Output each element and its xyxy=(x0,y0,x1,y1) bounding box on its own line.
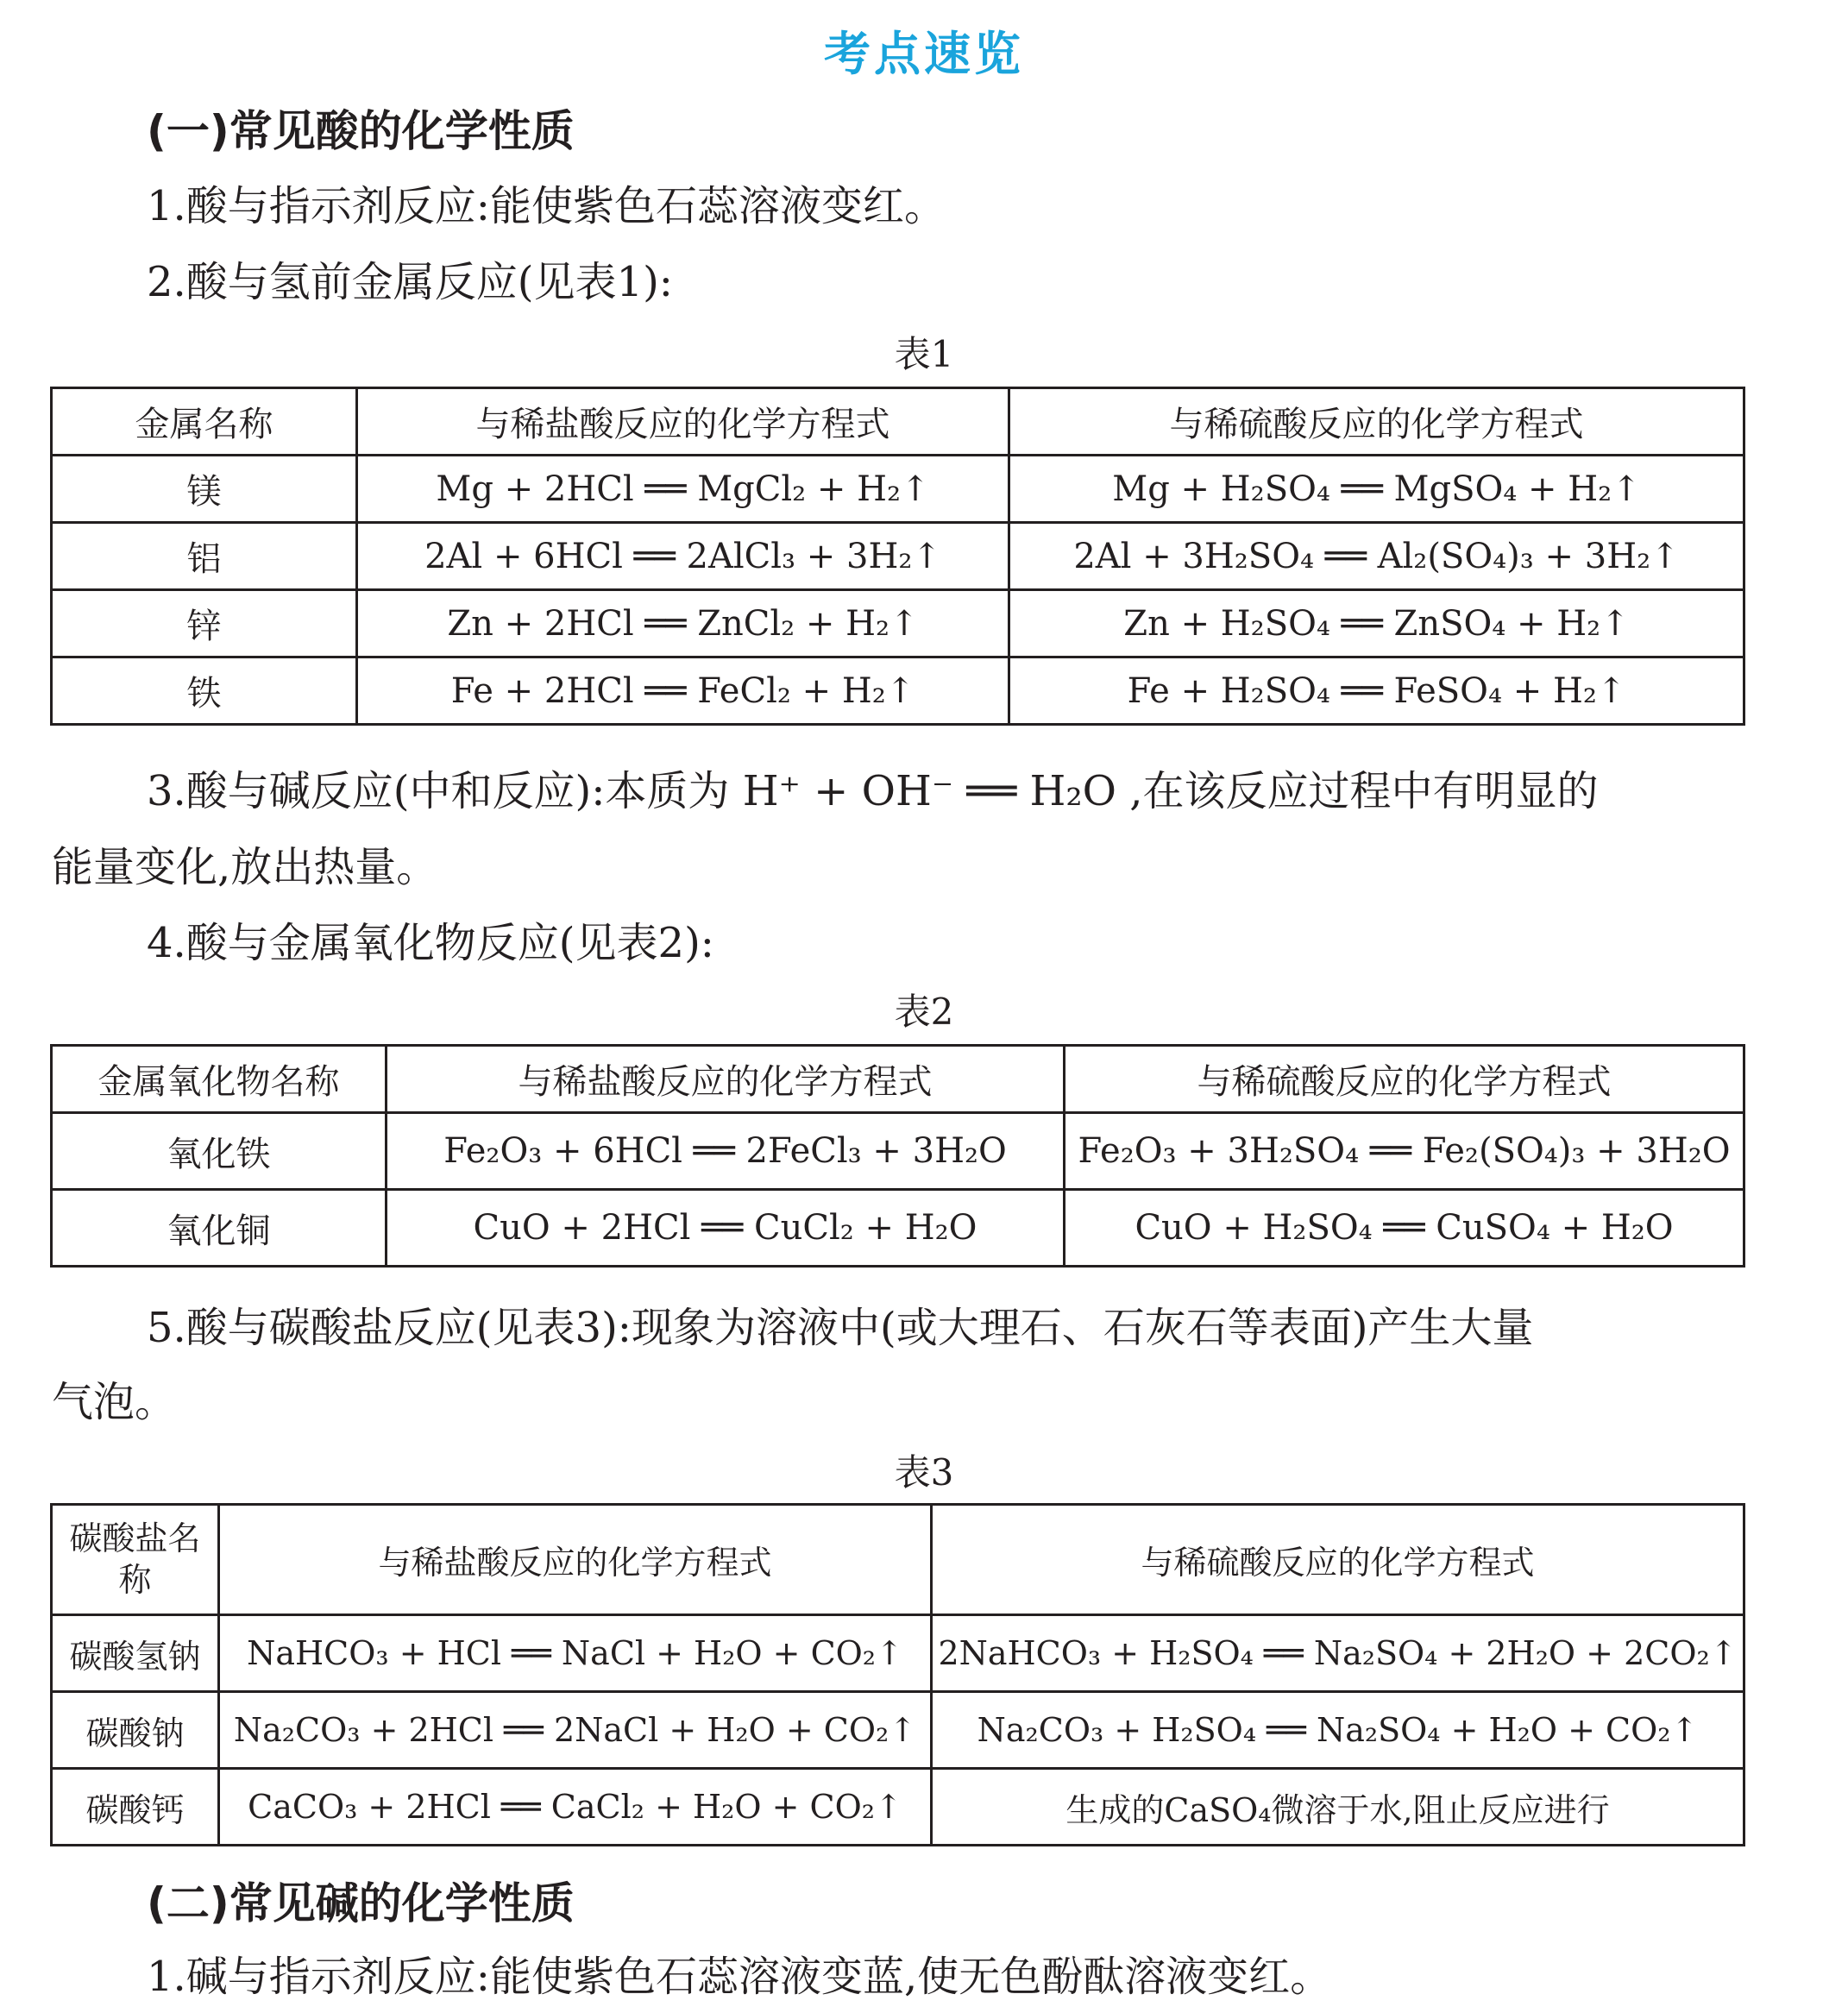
table-header-cell: 与稀硫酸反应的化学方程式 xyxy=(1009,388,1744,456)
table-header-cell: 与稀硫酸反应的化学方程式 xyxy=(932,1505,1744,1615)
table-cell: 2Al + 6HCl ══ 2AlCl₃ + 3H₂↑ xyxy=(357,523,1009,590)
table-cell: 铁 xyxy=(52,657,357,725)
table-header-cell: 金属名称 xyxy=(52,388,357,456)
table-cell: Mg + 2HCl ══ MgCl₂ + H₂↑ xyxy=(357,456,1009,523)
table-header-row xyxy=(52,1505,1744,1615)
acid-item-4: 4.酸与金属氧化物反应(见表2): xyxy=(147,919,714,967)
table-row xyxy=(52,590,1744,657)
base-item-1: 1.碱与指示剂反应:能使紫色石蕊溶液变蓝,使无色酚酞溶液变红。 xyxy=(147,1953,1332,2001)
page-title: 考点速览 xyxy=(824,27,1024,81)
acid-item-5-line-1: 5.酸与碳酸盐反应(见表3):现象为溶液中(或大理石、石灰石等表面)产生大量 xyxy=(147,1304,1534,1352)
section-heading-bases: (二)常见碱的化学性质 xyxy=(147,1878,575,1928)
table-cell: Fe + H₂SO₄ ══ FeSO₄ + H₂↑ xyxy=(1009,657,1744,725)
table-header-cell: 与稀盐酸反应的化学方程式 xyxy=(219,1505,932,1615)
table-row xyxy=(52,1692,1744,1769)
table2-caption: 表2 xyxy=(894,991,954,1033)
table-cell: 铝 xyxy=(52,523,357,590)
table-cell: 2NaHCO₃ + H₂SO₄ ══ Na₂SO₄ + 2H₂O + 2CO₂↑ xyxy=(932,1615,1744,1692)
table1-caption: 表1 xyxy=(894,333,954,375)
table-row xyxy=(52,657,1744,725)
acid-item-3-text: 3.酸与碱反应(中和反应):本质为 xyxy=(147,767,743,815)
table-cell: Na₂CO₃ + 2HCl ══ 2NaCl + H₂O + CO₂↑ xyxy=(219,1692,932,1769)
table-cell: Mg + H₂SO₄ ══ MgSO₄ + H₂↑ xyxy=(1009,456,1744,523)
table3-caption: 表3 xyxy=(894,1451,954,1494)
table-row xyxy=(52,1190,1744,1267)
table-cell: 锌 xyxy=(52,590,357,657)
table-header-cell: 金属氧化物名称 xyxy=(52,1046,387,1113)
table-metals xyxy=(50,387,1745,726)
table-cell: Fe₂O₃ + 3H₂SO₄ ══ Fe₂(SO₄)₃ + 3H₂O xyxy=(1065,1113,1744,1190)
table-cell: CuO + H₂SO₄ ══ CuSO₄ + H₂O xyxy=(1065,1190,1744,1267)
table-cell: Na₂CO₃ + H₂SO₄ ══ Na₂SO₄ + H₂O + CO₂↑ xyxy=(932,1692,1744,1769)
table-row xyxy=(52,1769,1744,1846)
acid-item-3-line-1 xyxy=(147,758,1598,817)
table-row xyxy=(52,456,1744,523)
table-cell: 生成的CaSO₄微溶于水,阻止反应进行 xyxy=(932,1769,1744,1846)
table-cell: Zn + 2HCl ══ ZnCl₂ + H₂↑ xyxy=(357,590,1009,657)
table-cell: 2Al + 3H₂SO₄ ══ Al₂(SO₄)₃ + 3H₂↑ xyxy=(1009,523,1744,590)
table-header-cell: 与稀硫酸反应的化学方程式 xyxy=(1065,1046,1744,1113)
table-row xyxy=(52,1615,1744,1692)
section-heading-acids: (一)常见酸的化学性质 xyxy=(147,106,575,156)
table-cell: Fe₂O₃ + 6HCl ══ 2FeCl₃ + 3H₂O xyxy=(387,1113,1065,1190)
acid-item-3-text-end: ,在该反应过程中有明显的 xyxy=(1116,767,1599,815)
table-cell: NaHCO₃ + HCl ══ NaCl + H₂O + CO₂↑ xyxy=(219,1615,932,1692)
table-row xyxy=(52,1113,1744,1190)
table-cell: 碳酸钠 xyxy=(52,1692,219,1769)
table-cell: 氧化铁 xyxy=(52,1113,387,1190)
table-metal-oxides xyxy=(50,1044,1745,1268)
table-cell: Zn + H₂SO₄ ══ ZnSO₄ + H₂↑ xyxy=(1009,590,1744,657)
acid-item-5-line-2: 气泡。 xyxy=(52,1378,177,1426)
acid-item-2: 2.酸与氢前金属反应(见表1): xyxy=(147,258,673,306)
table-cell: 碳酸钙 xyxy=(52,1769,219,1846)
neutralization-equation: H⁺ + OH⁻ ══ H₂O xyxy=(742,767,1116,815)
acid-item-3-line-2: 能量变化,放出热量。 xyxy=(52,843,438,891)
table-header-row xyxy=(52,388,1744,456)
table-carbonates xyxy=(50,1503,1745,1846)
table-cell: CuO + 2HCl ══ CuCl₂ + H₂O xyxy=(387,1190,1065,1267)
table-header-row xyxy=(52,1046,1744,1113)
table-cell: Fe + 2HCl ══ FeCl₂ + H₂↑ xyxy=(357,657,1009,725)
table-row xyxy=(52,523,1744,590)
table-cell: CaCO₃ + 2HCl ══ CaCl₂ + H₂O + CO₂↑ xyxy=(219,1769,932,1846)
acid-item-1: 1.酸与指示剂反应:能使紫色石蕊溶液变红。 xyxy=(147,182,946,230)
table-header-cell: 碳酸盐名称 xyxy=(52,1505,219,1615)
table-cell: 氧化铜 xyxy=(52,1190,387,1267)
table-cell: 碳酸氢钠 xyxy=(52,1615,219,1692)
table-cell: 镁 xyxy=(52,456,357,523)
table-header-cell: 与稀盐酸反应的化学方程式 xyxy=(387,1046,1065,1113)
table-header-cell: 与稀盐酸反应的化学方程式 xyxy=(357,388,1009,456)
